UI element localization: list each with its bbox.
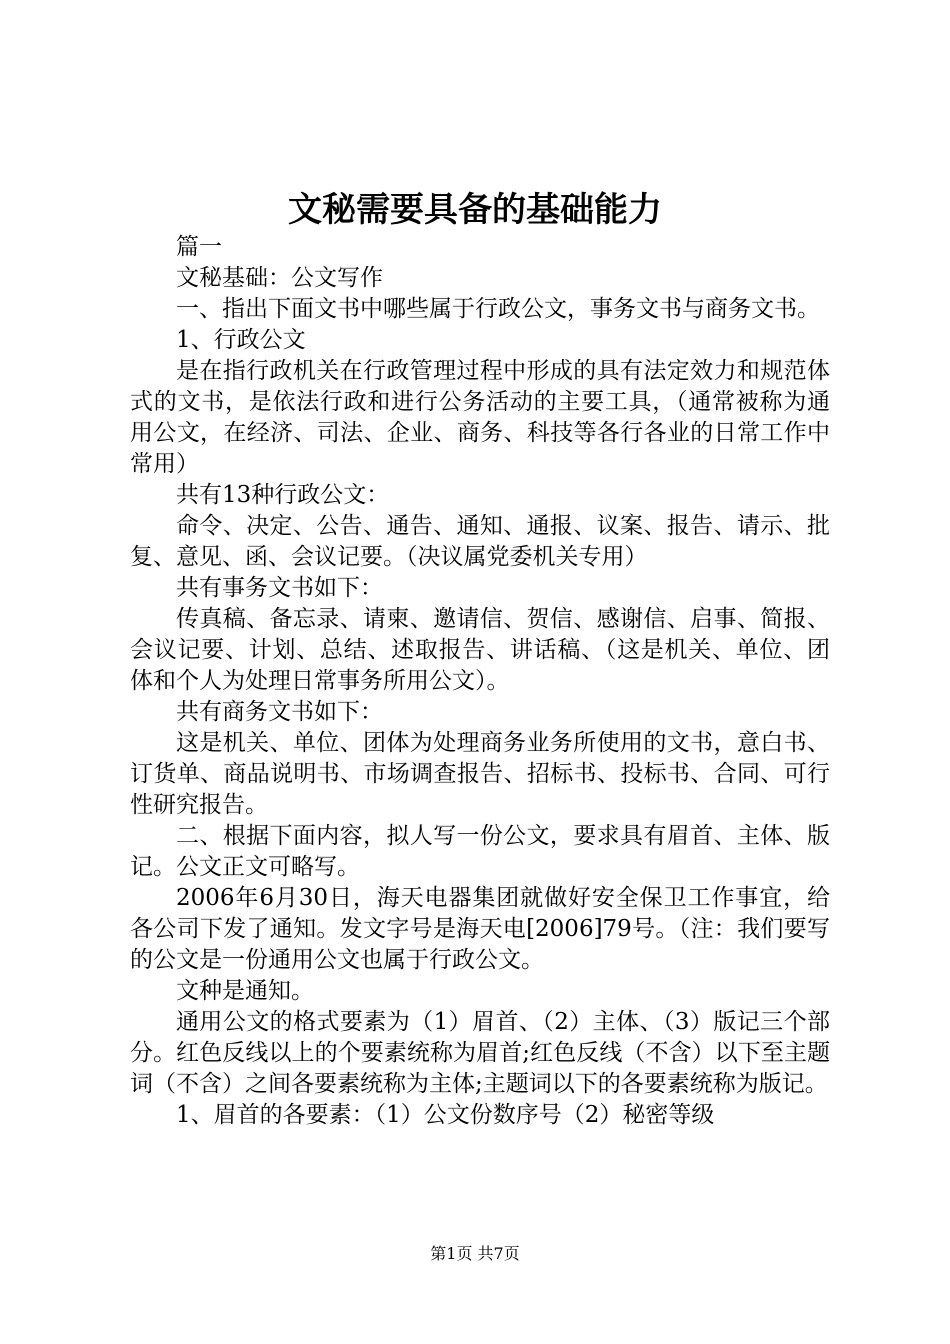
paragraph: 一、指出下面文书中哪些属于行政公文，事务文书与商务文书。 xyxy=(176,296,820,322)
paragraph: 1、行政公文 xyxy=(176,327,306,353)
paragraph: 是在指行政机关在行政管理过程中形成的具有法定效力和规范体式的文书，是依法行政和进行公务活动的主要工具，（通常被称为通用公文，在经济、司法、企业、商务、科技等各行各业的日常工作中常用） xyxy=(130,358,830,477)
document-body xyxy=(130,232,830,1131)
page-footer: 第1页 共7页 xyxy=(430,1244,520,1263)
paragraph: 二、根据下面内容，拟人写一份公文，要求具有眉首、主体、版记。公文正文可略写。 xyxy=(130,823,830,880)
document-title: 文秘需要具备的基础能力 xyxy=(288,190,662,230)
paragraph: 共有13种行政公文： xyxy=(176,482,390,508)
paragraph: 共有商务文书如下： xyxy=(176,699,383,725)
paragraph: 文种是通知。 xyxy=(176,978,314,1004)
paragraph: 篇一 xyxy=(176,234,222,260)
paragraph: 共有事务文书如下： xyxy=(176,575,383,601)
paragraph: 文秘基础：公文写作 xyxy=(176,265,383,291)
paragraph: 1、眉首的各要素：（1）公文份数序号（2）秘密等级 xyxy=(176,1102,715,1128)
paragraph: 这是机关、单位、团体为处理商务业务所使用的文书，意白书、订货单、商品说明书、市场调查报告、招标书、投标书、合同、可行性研究报告。 xyxy=(130,730,830,818)
paragraph: 命令、决定、公告、通告、通知、通报、议案、报告、请示、批复、意见、函、会议记要。（决议属党委机关专用） xyxy=(130,513,830,570)
paragraph: 2006年6月30日，海天电器集团就做好安全保卫工作事宜，给各公司下发了通知。发文字号是海天电[2006]79号。（注：我们要写的公文是一份通用公文也属于行政公文。 xyxy=(130,885,830,973)
paragraph: 传真稿、备忘录、请柬、邀请信、贺信、感谢信、启事、简报、会议记要、计划、总结、述取报告、讲话稿、（这是机关、单位、团体和个人为处理日常事务所用公文）。 xyxy=(130,606,830,694)
paragraph: 通用公文的格式要素为（1）眉首、（2）主体、（3）版记三个部分。红色反线以上的个要素统称为眉首;红色反线（不含）以下至主题词（不含）之间各要素统称为主体;主题词以下的各要素统称为版记。 xyxy=(130,1009,830,1097)
